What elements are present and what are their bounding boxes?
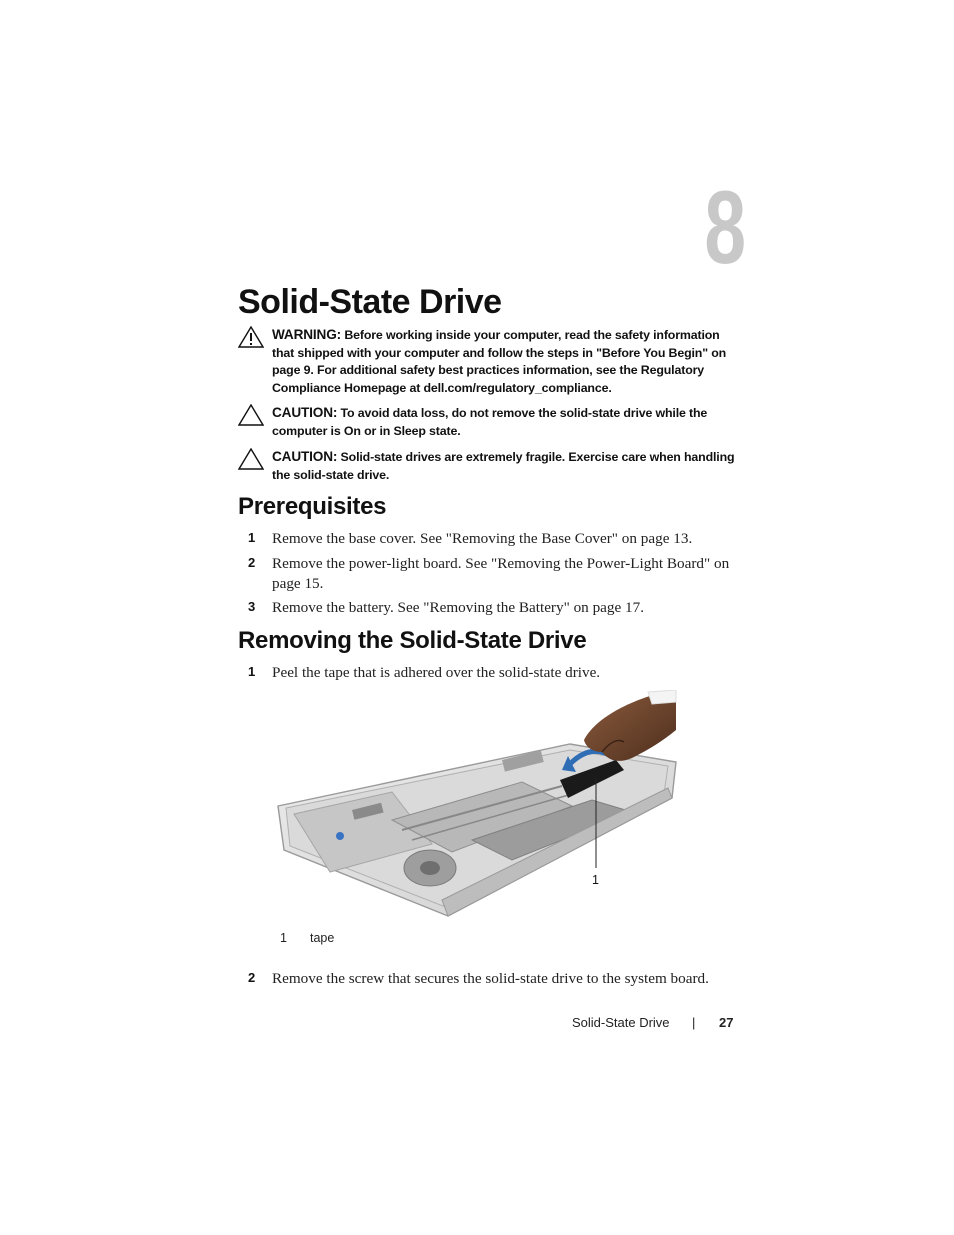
legend-label: tape xyxy=(310,931,335,945)
step-text: Remove the screw that secures the solid-state drive to the system board. xyxy=(272,970,709,987)
prerequisites-heading: Prerequisites xyxy=(238,493,387,520)
footer-separator: | xyxy=(692,1015,696,1030)
solid-state-drive-figure xyxy=(272,690,682,922)
caution-label: CAUTION: xyxy=(272,449,338,464)
figure-legend xyxy=(280,931,334,945)
caution-label: CAUTION: xyxy=(272,405,338,420)
caution-text: To avoid data loss, do not remove the solid-state drive while the computer is On or in Sleep state. xyxy=(272,406,708,438)
step-number: 1 xyxy=(248,664,256,679)
removal-step-2 xyxy=(248,969,738,989)
warning-triangle-icon xyxy=(238,326,264,348)
laptop-illustration xyxy=(272,690,682,922)
footer-section-name: Solid-State Drive xyxy=(572,1015,670,1030)
prereq-step-2 xyxy=(248,554,738,594)
hand-illustration xyxy=(584,694,676,761)
step-text: Remove the base cover. See "Removing the Base Cover" on page 13. xyxy=(272,530,693,547)
step-number: 2 xyxy=(248,970,256,985)
warning-text: Before working inside your computer, read the safety information that shipped with your computer and follow the steps in "Before You Begin" on page 9. For additional safety best practices information, see the Regulatory Compliance Homepage at dell.com/regulatory_compliance. xyxy=(272,328,727,395)
removing-heading: Removing the Solid-State Drive xyxy=(238,627,587,654)
caution-text: Solid-state drives are extremely fragile. Exercise care when handling the solid-state drive. xyxy=(272,450,735,482)
page-title: Solid-State Drive xyxy=(238,283,502,321)
step-text: Peel the tape that is adhered over the solid-state drive. xyxy=(272,664,601,681)
legend-number: 1 xyxy=(280,931,287,945)
caution-notice-data-loss xyxy=(238,404,738,440)
step-number: 1 xyxy=(248,530,256,545)
warning-label: WARNING: xyxy=(272,327,342,342)
callout-number: 1 xyxy=(592,873,599,887)
warning-notice xyxy=(238,326,738,397)
caution-triangle-icon xyxy=(238,404,264,426)
caution-notice-fragile xyxy=(238,448,738,484)
removal-step-1 xyxy=(248,663,738,683)
step-number: 2 xyxy=(248,555,256,570)
step-number: 3 xyxy=(248,599,256,614)
step-text: Remove the battery. See "Removing the Battery" on page 17. xyxy=(272,599,645,616)
prereq-step-3 xyxy=(248,598,738,618)
step-text: Remove the power-light board. See "Removing the Power-Light Board" on page 15. xyxy=(272,555,730,592)
caution-triangle-icon xyxy=(238,448,264,470)
page-number: 27 xyxy=(719,1015,734,1030)
prereq-step-1 xyxy=(248,529,738,549)
chapter-number: 8 xyxy=(704,170,746,286)
